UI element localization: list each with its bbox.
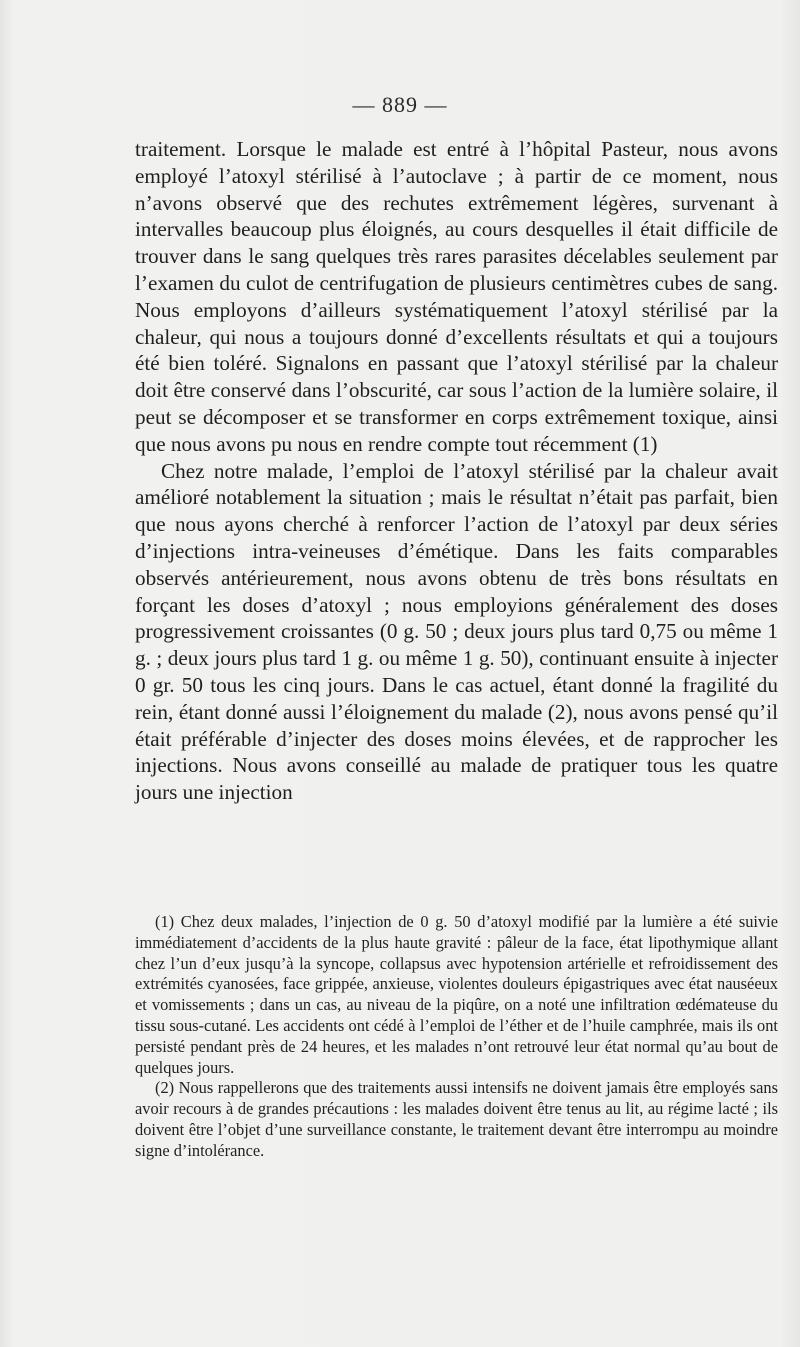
footnotes <box>135 912 778 1162</box>
page-number: — 889 — <box>352 92 448 117</box>
paragraph: traitement. Lorsque le malade est entré à l’hôpital Pasteur, nous avons employé l’atoxyl stérilisé à l’autoclave ; à partir de ce moment, nous n’avons observé que des rechutes extrêmement légères, survenant à intervalles beaucoup plus éloignés, au cours desquelles il était difficile de trouver dans le sang quelques très rares parasites décelables seulement par l’examen du culot de centrifugation de plusieurs centimètres cubes de sang. Nous employons d’ailleurs systématiquement l’atoxyl stérilisé par la chaleur, qui nous a toujours donné d’excellents résultats et qui a toujours été bien toléré. Signalons en passant que l’atoxyl stérilisé par la chaleur doit être conservé dans l’obscurité, car sous l’action de la lumière solaire, il peut se décomposer et se transformer en corps extrêmement toxique, ainsi que nous avons pu nous en rendre compte tout récemment (1) <box>135 137 778 456</box>
footnote-2: (2) Nous rappellerons que des traitements aussi intensifs ne doivent jamais être employés sans avoir recours à de grandes précautions : les malades doivent être tenus au lit, au régime lacté ; ils doivent être l’objet d’une surveillance constante, le traitement devant être interrompu au moindre signe d’intolérance. <box>135 1078 778 1160</box>
paragraph: Chez notre malade, l’emploi de l’atoxyl stérilisé par la chaleur avait amélioré notablement la situation ; mais le résultat n’était pas parfait, bien que nous ayons cherché à renforcer l’action de l’atoxyl par deux séries d’injections intra-veineuses d’émétique. Dans les faits comparables observés antérieurement, nous avons obtenu de très bons résultats en forçant les doses d’atoxyl ; nous employions généralement des doses progressivement croissantes (0 g. 50 ; deux jours plus tard 0,75 ou même 1 g. ; deux jours plus tard 1 g. ou même 1 g. 50), continuant ensuite à injecter 0 gr. 50 tous les cinq jours. Dans le cas actuel, étant donné la fragilité du rein, étant donné aussi l’éloignement du malade (2), nous avons pensé qu’il était préférable d’injecter des doses moins élevées, et de rapprocher les injections. Nous avons conseillé au malade de pratiquer tous les quatre jours une injection <box>135 458 778 805</box>
footnote-1: (1) Chez deux malades, l’injection de 0 g. 50 d’atoxyl modifié par la lumière a été suivie immédiatement d’accidents de la plus haute gravité : pâleur de la face, état lipothymique allant chez l’un d’eux jusqu’à la syncope, collapsus avec hypotension artérielle et refroidissement des extrémités cyanosées, face grippée, anxieuse, violentes douleurs épigastriques avec état nauséeux et vomissements ; dans un cas, au niveau de la piqûre, on a noté une infiltration œdémateuse du tissu sous-cutané. Les accidents ont cédé à l’emploi de l’éther et de l’huile camphrée, mais ils ont persisté pendant près de 24 heures, et les malades n’ont retrouvé leur état normal qu’au bout de quelques jours. <box>135 912 778 1077</box>
main-text <box>135 136 778 806</box>
